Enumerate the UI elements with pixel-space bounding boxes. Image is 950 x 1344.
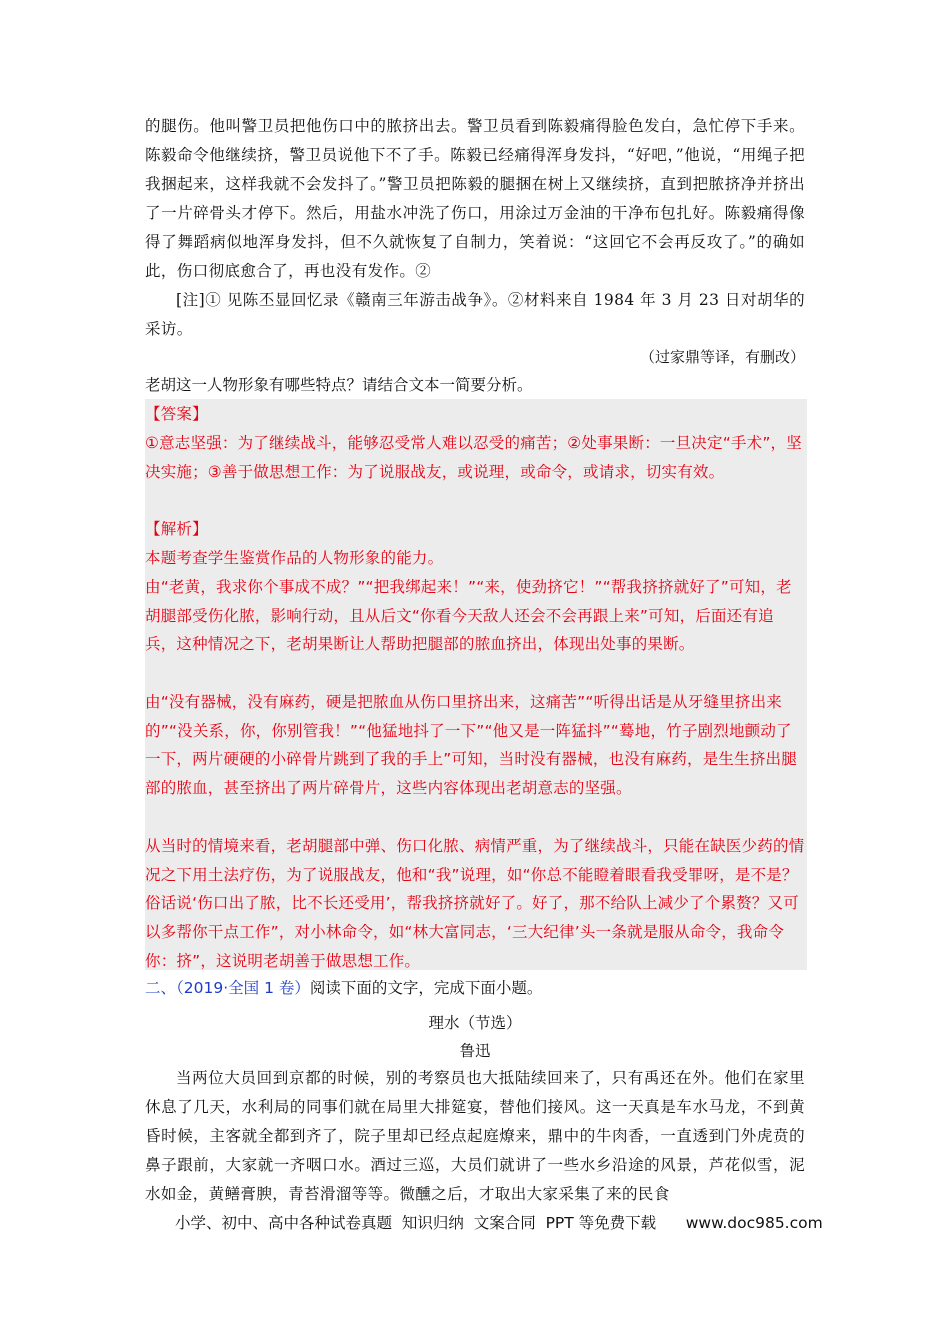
piece-title: 理水（节选）: [428, 1014, 522, 1032]
answer-text: ①意志坚强：为了继续战斗，能够忍受常人难以忍受的痛苦；②处事果断：一旦决定“手术”，坚决实施；③善于做思想工作：为了说服战友，或说理，或命令，或请求，切实有效。: [145, 434, 802, 481]
section-instruction: 阅读下面的文字，完成下面小题。: [309, 979, 543, 997]
analysis-intro: 本题考查学生鉴赏作品的人物形象的能力。: [145, 549, 444, 567]
answer-tag: 【答案】: [145, 405, 208, 423]
section-source: （2019·全国 1 卷）: [176, 979, 310, 997]
analysis-paragraph-1: 由“老黄，我求你个事成不成？”“把我绑起来！”“来，使劲挤它！”“帮我挤挤就好了”可知，老胡腿部受伤化脓，影响行动，且从后文“你看今天敌人还会不会再跟上来”可知，后面还有追兵，这种情况之下，老胡果断让人帮助把腿部的脓血挤出，体现出处事的果断。: [145, 578, 792, 654]
story-note: [注]① 见陈丕显回忆录《赣南三年游击战争》。②材料来自 1984 年 3 月 23 日对胡华的采访。: [145, 291, 805, 338]
section-number: 二、: [145, 979, 177, 997]
story-credit: （过家鼎等译，有删改）: [639, 348, 805, 366]
section-heading: [145, 974, 542, 1002]
piece-author: 鲁迅: [459, 1042, 491, 1060]
story-paragraph: 的腿伤。他叫警卫员把他伤口中的脓挤出去。警卫员看到陈毅痛得脸色发白，急忙停下手来。陈毅命令他继续挤，警卫员说他下不了手。陈毅已经痛得浑身发抖，“好吧，”他说，“用绳子把我捆起来，这样我就不会发抖了。”警卫员把陈毅的腿捆在树上又继续挤，直到把脓挤净并挤出了一片碎骨头才停下。然后，用盐水冲洗了伤口，用涂过万金油的干净布包扎好。陈毅痛得像得了舞蹈病似地浑身发抖，但不久就恢复了自制力，笑着说：“这回它不会再反攻了。”的确如此，伤口彻底愈合了，再也没有发作。②: [145, 117, 805, 280]
footer-banner: 小学、初中、高中各种试卷真题 知识归纳 文案合同 PPT 等免费下载 www.doc985.com: [175, 1214, 823, 1232]
analysis-paragraph-3: 从当时的情境来看，老胡腿部中弹、伤口化脓、病情严重，为了继续战斗，只能在缺医少药的情况之下用土法疗伤，为了说服战友，他和“我”说理，如“你总不能瞪着眼看我受罪呀，是不是？俗话说‘伤口出了脓，比不长还受用’，帮我挤挤就好了。好了，那不给队上减少了个累赘？又可以多帮你干点工作”，对小林命令，如“林大富同志，‘三大纪律’头一条就是服从命令，我命令你：挤”，这说明老胡善于做思想工作。: [145, 837, 805, 970]
analysis-tag: 【解析】: [145, 520, 208, 538]
piece-paragraph: 当两位大员回到京都的时候，别的考察员也大抵陆续回来了，只有禹还在外。他们在家里休息了几天，水利局的同事们就在局里大排筵宴，替他们接风。这一天真是车水马龙，不到黄昏时候，主客就全都到齐了，院子里却已经点起庭燎来，鼎中的牛肉香，一直透到门外虎贲的鼻子跟前，大家就一齐咽口水。酒过三巡，大员们就讲了一些水乡沿途的风景，芦花似雪，泥水如金，黄鳝膏腴，青苔滑溜等等。微醺之后，才取出大家采集了来的民食: [145, 1069, 805, 1203]
question-text: 老胡这一人物形象有哪些特点？请结合文本一简要分析。: [145, 376, 533, 394]
analysis-paragraph-2: 由“没有器械，没有麻药，硬是把脓血从伤口里挤出来，这痛苦”“听得出话是从牙缝里挤出来的”“没关系，你，你别管我！”“他猛地抖了一下”“他又是一阵猛抖”“蓦地，竹子剧烈地颤动了一下，两片硬硬的小碎骨片跳到了我的手上”可知，当时没有器械，也没有麻药，是生生挤出腿部的脓血，甚至挤出了两片碎骨片，这些内容体现出老胡意志的坚强。: [145, 693, 797, 798]
